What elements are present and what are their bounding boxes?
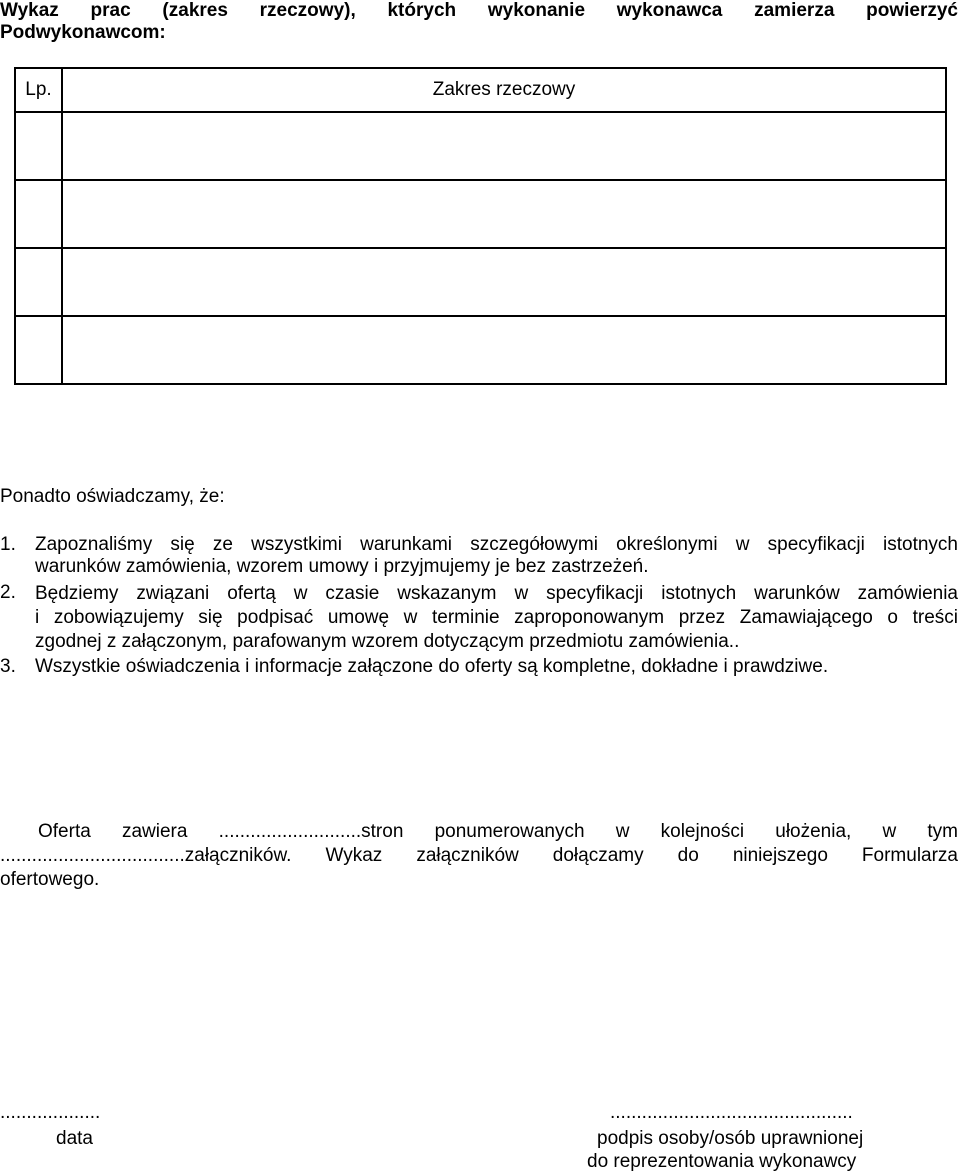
item-1-line-1: Zapoznaliśmy się ze wszystkimi warunkami szczegółowymi określonymi w specyfikacji istotnych xyxy=(35,534,958,555)
offer-line-1: Oferta zawiera ...........................stron ponumerowanych w kolejności ułożenia, w tym xyxy=(38,821,958,842)
offer-paragraph xyxy=(38,820,958,844)
offer-paragraph-cont xyxy=(0,844,958,892)
cell-lp[interactable] xyxy=(15,316,62,384)
cell-scope[interactable] xyxy=(62,180,946,248)
table-row xyxy=(15,180,946,248)
offer-line-2: ...................................załączników. Wykaz załączników dołączamy do niniejszego Formularza xyxy=(0,845,958,866)
item-1-text xyxy=(35,534,958,578)
signature-dots[interactable]: .............................................. xyxy=(610,1102,853,1123)
heading-line-1: Wykaz prac (zakres rzeczowy), których wykonanie wykonawca zamierza powierzyć xyxy=(0,0,958,21)
cell-lp[interactable] xyxy=(15,180,62,248)
item-2-text xyxy=(35,582,958,654)
signature-label-1: podpis osoby/osób uprawnionej xyxy=(597,1128,864,1149)
cell-lp[interactable] xyxy=(15,112,62,180)
heading xyxy=(0,0,958,44)
item-1-line-2: warunków zamówienia, wzorem umowy i przyjmujemy je bez zastrzeżeń. xyxy=(35,556,649,577)
item-1-number: 1. xyxy=(0,534,16,555)
table-row xyxy=(15,316,946,384)
item-2-line-1: Będziemy związani ofertą w czasie wskazanym w specyfikacji istotnych warunków zamówienia xyxy=(35,583,958,604)
item-2-line-2: i zobowiązujemy się podpisać umowę w terminie zaproponowanym przez Zamawiającego o treści xyxy=(35,607,958,628)
item-3-text: Wszystkie oświadczenia i informacje załączone do oferty są kompletne, dokładne i prawdziwe. xyxy=(35,656,829,677)
date-label: data xyxy=(56,1128,93,1149)
table-row xyxy=(15,248,946,316)
date-dots[interactable]: ................... xyxy=(0,1102,101,1123)
statements-intro: Ponadto oświadczamy, że: xyxy=(0,486,225,507)
item-2-line-3: zgodnej z załączonym, parafowanym wzorem dotyczącym przedmiotu zamówienia.. xyxy=(35,631,740,652)
signature-label-2: do reprezentowania wykonawcy xyxy=(587,1151,857,1172)
cell-lp[interactable] xyxy=(15,248,62,316)
header-lp: Lp. xyxy=(15,68,62,112)
item-3-number: 3. xyxy=(0,656,16,677)
table-header-row xyxy=(15,68,946,112)
offer-line-3: ofertowego. xyxy=(0,869,100,890)
item-2-number: 2. xyxy=(0,582,16,603)
cell-scope[interactable] xyxy=(62,316,946,384)
header-scope: Zakres rzeczowy xyxy=(62,68,946,112)
cell-scope[interactable] xyxy=(62,248,946,316)
heading-line-2: Podwykonawcom: xyxy=(0,22,166,43)
works-table xyxy=(14,67,947,385)
cell-scope[interactable] xyxy=(62,112,946,180)
table-row xyxy=(15,112,946,180)
